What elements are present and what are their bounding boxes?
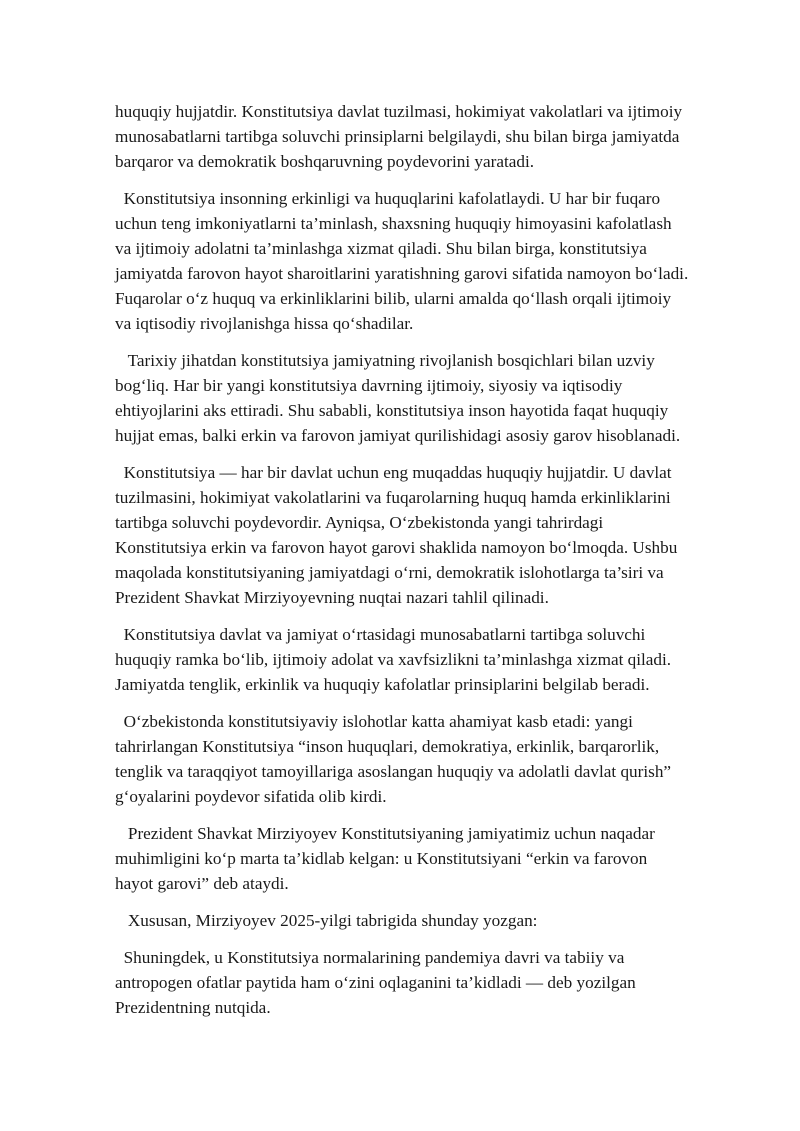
- text-line: g‘oyalarini poydevor sifatida olib kirdi.: [115, 787, 387, 806]
- paragraph-5: [115, 622, 747, 697]
- text-line: Konstitutsiya insonning erkinligi va huquqlarini kafolatlaydi. U har bir fuqaro: [115, 189, 661, 208]
- paragraph-9: [115, 945, 747, 1020]
- text-line: hayot garovi” deb ataydi.: [115, 874, 289, 893]
- paragraph-3: [115, 348, 747, 448]
- text-line: jamiyatda farovon hayot sharoitlarini yaratishning garovi sifatida namoyon bo‘ladi.: [115, 264, 689, 283]
- text-line: Prezident Shavkat Mirziyoyevning nuqtai nazari tahlil qilinadi.: [115, 588, 549, 607]
- text-line: Prezident Shavkat Mirziyoyev Konstitutsiyaning jamiyatimiz uchun naqadar: [115, 824, 655, 843]
- text-line: muhimligini ko‘p marta ta’kidlab kelgan: u Konstitutsiyani “erkin va farovon: [115, 849, 648, 868]
- text-line: tahrirlangan Konstitutsiya “inson huquqlari, demokratiya, erkinlik, barqarorlik,: [115, 737, 660, 756]
- text-line: tenglik va taraqqiyot tamoyillariga asoslangan huquqiy va adolatli davlat qurish”: [115, 762, 672, 781]
- text-line: Shuningdek, u Konstitutsiya normalarining pandemiya davri va tabiiy va: [115, 948, 625, 967]
- text-line: tuzilmasini, hokimiyat vakolatlarini va fuqarolarning huquq hamda erkinliklarini: [115, 488, 671, 507]
- text-line: Fuqarolar o‘z huquq va erkinliklarini bilib, ularni amalda qo‘llash orqali ijtimoiy: [115, 289, 672, 308]
- paragraph-8: [115, 908, 747, 933]
- text-line: Konstitutsiya — har bir davlat uchun eng muqaddas huquqiy hujjatdir. U davlat: [115, 463, 672, 482]
- text-line: hujjat emas, balki erkin va farovon jamiyat qurilishidagi asosiy garov hisoblanadi.: [115, 426, 681, 445]
- text-line: huquqiy ramka bo‘lib, ijtimoiy adolat va xavfsizlikni ta’minlashga xizmat qiladi.: [115, 650, 672, 669]
- text-line: antropogen ofatlar paytida ham o‘zini oqlaganini ta’kidladi — deb yozilgan: [115, 973, 636, 992]
- text-line: tartibga soluvchi poydevordir. Ayniqsa, O‘zbekistonda yangi tahrirdagi: [115, 513, 604, 532]
- text-line: ehtiyojlarini aks ettiradi. Shu sababli, konstitutsiya inson hayotida faqat huquqiy: [115, 401, 669, 420]
- text-line: bog‘liq. Har bir yangi konstitutsiya davrning ijtimoiy, siyosiy va iqtisodiy: [115, 376, 623, 395]
- paragraph-7: [115, 821, 747, 896]
- paragraph-1: [115, 99, 747, 174]
- text-line: Tarixiy jihatdan konstitutsiya jamiyatning rivojlanish bosqichlari bilan uzviy: [115, 351, 655, 370]
- paragraph-2: [115, 186, 747, 336]
- text-line: uchun teng imkoniyatlarni ta’minlash, shaxsning huquqiy himoyasini kafolatlash: [115, 214, 672, 233]
- text-line: Prezidentning nutqida.: [115, 998, 271, 1017]
- text-line: Konstitutsiya erkin va farovon hayot garovi shaklida namoyon bo‘lmoqda. Ushbu: [115, 538, 678, 557]
- text-line: va iqtisodiy rivojlanishga hissa qo‘shadilar.: [115, 314, 414, 333]
- text-line: Konstitutsiya davlat va jamiyat o‘rtasidagi munosabatlarni tartibga soluvchi: [115, 625, 646, 644]
- text-line: barqaror va demokratik boshqaruvning poydevorini yaratadi.: [115, 152, 535, 171]
- text-line: Jamiyatda tenglik, erkinlik va huquqiy kafolatlar prinsiplarini belgilab beradi.: [115, 675, 650, 694]
- document-page: [115, 99, 747, 1032]
- text-line: O‘zbekistonda konstitutsiyaviy islohotlar katta ahamiyat kasb etadi: yangi: [115, 712, 633, 731]
- text-line: munosabatlarni tartibga soluvchi prinsiplarni belgilaydi, shu bilan birga jamiyatda: [115, 127, 680, 146]
- text-line: maqolada konstitutsiyaning jamiyatdagi o‘rni, demokratik islohotlarga ta’siri va: [115, 563, 664, 582]
- text-line: Xususan, Mirziyoyev 2025-yilgi tabrigida shunday yozgan:: [115, 911, 538, 930]
- text-line: va ijtimoiy adolatni ta’minlashga xizmat qiladi. Shu bilan birga, konstitutsiya: [115, 239, 647, 258]
- paragraph-4: [115, 460, 747, 610]
- paragraph-6: [115, 709, 747, 809]
- text-line: huquqiy hujjatdir. Konstitutsiya davlat tuzilmasi, hokimiyat vakolatlari va ijtimoiy: [115, 102, 683, 121]
